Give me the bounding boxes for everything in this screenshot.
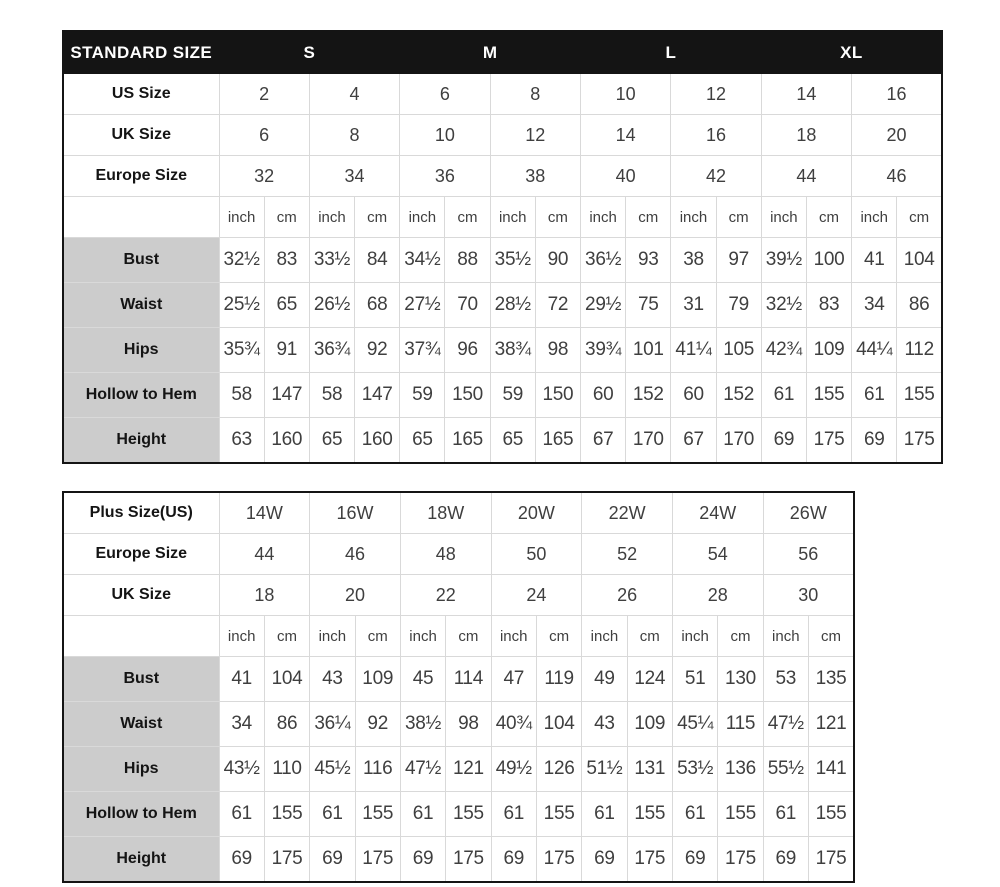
measure-value-cell: 47 xyxy=(491,657,536,702)
measure-value-cell: 63 xyxy=(219,418,264,464)
measure-value-cell: 68 xyxy=(355,283,400,328)
measure-row xyxy=(63,328,942,373)
size-value-cell: 56 xyxy=(763,534,854,575)
measure-value-cell: 51 xyxy=(672,657,717,702)
measure-value-cell: 155 xyxy=(264,792,309,837)
size-value-cell: 42 xyxy=(671,156,761,197)
row-label: Europe Size xyxy=(63,534,219,575)
size-row xyxy=(63,115,942,156)
unit-label-cell: inch xyxy=(490,197,535,238)
unit-label-cell: cm xyxy=(897,197,942,238)
unit-label-cell: inch xyxy=(852,197,897,238)
measure-value-cell: 83 xyxy=(264,238,309,283)
measure-value-cell: 59 xyxy=(490,373,535,418)
measure-value-cell: 32½ xyxy=(761,283,806,328)
measure-value-cell: 90 xyxy=(535,238,580,283)
row-label: Europe Size xyxy=(63,156,219,197)
measure-value-cell: 43 xyxy=(310,657,355,702)
measure-value-cell: 135 xyxy=(808,657,854,702)
unit-label-cell: inch xyxy=(491,616,536,657)
measure-value-cell: 155 xyxy=(446,792,491,837)
size-group-header: S xyxy=(219,31,400,74)
measure-value-cell: 32½ xyxy=(219,238,264,283)
row-label: Waist xyxy=(63,702,219,747)
measure-value-cell: 175 xyxy=(627,837,672,883)
row-label: Plus Size(US) xyxy=(63,492,219,534)
measure-value-cell: 36¼ xyxy=(310,702,355,747)
size-group-header: L xyxy=(581,31,762,74)
size-value-cell: 8 xyxy=(309,115,399,156)
measure-value-cell: 175 xyxy=(536,837,581,883)
measure-value-cell: 109 xyxy=(627,702,672,747)
size-value-cell: 2 xyxy=(219,74,309,115)
size-value-cell: 54 xyxy=(672,534,763,575)
measure-value-cell: 61 xyxy=(491,792,536,837)
measure-value-cell: 61 xyxy=(310,792,355,837)
measure-value-cell: 37¾ xyxy=(400,328,445,373)
measure-value-cell: 36¾ xyxy=(309,328,354,373)
size-value-cell: 16 xyxy=(671,115,761,156)
size-value-cell: 4 xyxy=(309,74,399,115)
measure-value-cell: 65 xyxy=(400,418,445,464)
unit-label-cell: cm xyxy=(626,197,671,238)
standard-size-table xyxy=(62,30,943,464)
measure-value-cell: 61 xyxy=(761,373,806,418)
size-value-cell: 48 xyxy=(400,534,491,575)
unit-label-cell: cm xyxy=(355,616,400,657)
measure-value-cell: 70 xyxy=(445,283,490,328)
measure-value-cell: 61 xyxy=(763,792,808,837)
size-value-cell: 12 xyxy=(490,115,580,156)
measure-value-cell: 47½ xyxy=(763,702,808,747)
size-value-cell: 44 xyxy=(219,534,310,575)
measure-value-cell: 160 xyxy=(264,418,309,464)
measure-value-cell: 45 xyxy=(400,657,445,702)
row-label: Bust xyxy=(63,238,219,283)
measure-value-cell: 121 xyxy=(808,702,854,747)
measure-value-cell: 60 xyxy=(671,373,716,418)
size-value-cell: 44 xyxy=(761,156,851,197)
measure-value-cell: 42¾ xyxy=(761,328,806,373)
measure-value-cell: 45¼ xyxy=(672,702,717,747)
measure-value-cell: 92 xyxy=(355,328,400,373)
size-row xyxy=(63,575,854,616)
measure-value-cell: 155 xyxy=(806,373,851,418)
unit-label-cell: inch xyxy=(581,197,626,238)
size-row xyxy=(63,74,942,115)
measure-value-cell: 33½ xyxy=(309,238,354,283)
measure-value-cell: 65 xyxy=(490,418,535,464)
measure-value-cell: 96 xyxy=(445,328,490,373)
measure-value-cell: 175 xyxy=(264,837,309,883)
measure-value-cell: 86 xyxy=(264,702,309,747)
measure-value-cell: 91 xyxy=(264,328,309,373)
measure-value-cell: 61 xyxy=(672,792,717,837)
size-value-cell: 24 xyxy=(491,575,582,616)
measure-value-cell: 67 xyxy=(581,418,626,464)
measure-value-cell: 170 xyxy=(716,418,761,464)
measure-value-cell: 121 xyxy=(446,747,491,792)
measure-value-cell: 45½ xyxy=(310,747,355,792)
measure-value-cell: 147 xyxy=(355,373,400,418)
measure-value-cell: 59 xyxy=(400,373,445,418)
measure-value-cell: 119 xyxy=(536,657,581,702)
measure-value-cell: 61 xyxy=(852,373,897,418)
measure-value-cell: 155 xyxy=(536,792,581,837)
size-value-cell: 32 xyxy=(219,156,309,197)
measure-value-cell: 61 xyxy=(400,792,445,837)
size-value-cell: 6 xyxy=(400,74,490,115)
measure-value-cell: 31 xyxy=(671,283,716,328)
measure-value-cell: 136 xyxy=(718,747,763,792)
measure-value-cell: 124 xyxy=(627,657,672,702)
size-row xyxy=(63,534,854,575)
measure-value-cell: 69 xyxy=(310,837,355,883)
measure-value-cell: 126 xyxy=(536,747,581,792)
measure-value-cell: 150 xyxy=(445,373,490,418)
measure-value-cell: 43½ xyxy=(219,747,264,792)
unit-label-cell: inch xyxy=(400,616,445,657)
size-value-cell: 28 xyxy=(672,575,763,616)
unit-label-cell: cm xyxy=(445,197,490,238)
measure-value-cell: 40¾ xyxy=(491,702,536,747)
measure-value-cell: 155 xyxy=(355,792,400,837)
unit-label-cell: cm xyxy=(446,616,491,657)
measure-value-cell: 28½ xyxy=(490,283,535,328)
measure-value-cell: 38 xyxy=(671,238,716,283)
measure-value-cell: 61 xyxy=(219,792,264,837)
size-value-cell: 34 xyxy=(309,156,399,197)
size-value-cell: 18 xyxy=(219,575,310,616)
measure-row xyxy=(63,418,942,464)
unit-label-cell: cm xyxy=(536,616,581,657)
unit-label-cell: inch xyxy=(400,197,445,238)
measure-value-cell: 116 xyxy=(355,747,400,792)
row-label: UK Size xyxy=(63,575,219,616)
size-value-cell: 22W xyxy=(582,492,673,534)
measure-value-cell: 34 xyxy=(852,283,897,328)
measure-value-cell: 53 xyxy=(763,657,808,702)
unit-row-spacer xyxy=(63,616,219,657)
measure-value-cell: 150 xyxy=(535,373,580,418)
measure-value-cell: 51½ xyxy=(582,747,627,792)
measure-value-cell: 36½ xyxy=(581,238,626,283)
measure-value-cell: 35½ xyxy=(490,238,535,283)
size-value-cell: 46 xyxy=(852,156,942,197)
measure-row xyxy=(63,373,942,418)
measure-value-cell: 39¾ xyxy=(581,328,626,373)
measure-value-cell: 44¼ xyxy=(852,328,897,373)
size-value-cell: 30 xyxy=(763,575,854,616)
measure-value-cell: 88 xyxy=(445,238,490,283)
measure-value-cell: 83 xyxy=(806,283,851,328)
size-value-cell: 38 xyxy=(490,156,580,197)
size-value-cell: 10 xyxy=(400,115,490,156)
measure-row xyxy=(63,837,854,883)
measure-value-cell: 112 xyxy=(897,328,942,373)
measure-value-cell: 65 xyxy=(309,418,354,464)
row-label: Bust xyxy=(63,657,219,702)
unit-label-cell: inch xyxy=(219,197,264,238)
measure-value-cell: 175 xyxy=(808,837,854,883)
row-label: UK Size xyxy=(63,115,219,156)
measure-value-cell: 175 xyxy=(897,418,942,464)
measure-value-cell: 43 xyxy=(582,702,627,747)
measure-value-cell: 84 xyxy=(355,238,400,283)
measure-value-cell: 155 xyxy=(718,792,763,837)
size-value-cell: 20 xyxy=(852,115,942,156)
measure-value-cell: 147 xyxy=(264,373,309,418)
measure-value-cell: 115 xyxy=(718,702,763,747)
unit-label-cell: inch xyxy=(582,616,627,657)
measure-value-cell: 69 xyxy=(761,418,806,464)
measure-value-cell: 41 xyxy=(852,238,897,283)
size-row xyxy=(63,156,942,197)
measure-value-cell: 65 xyxy=(264,283,309,328)
plus-size-table xyxy=(62,491,855,883)
measure-value-cell: 39½ xyxy=(761,238,806,283)
measure-value-cell: 101 xyxy=(626,328,671,373)
unit-label-cell: cm xyxy=(806,197,851,238)
measure-value-cell: 61 xyxy=(582,792,627,837)
measure-value-cell: 141 xyxy=(808,747,854,792)
unit-label-cell: cm xyxy=(535,197,580,238)
size-value-cell: 24W xyxy=(672,492,763,534)
unit-header-row xyxy=(63,616,854,657)
measure-value-cell: 69 xyxy=(763,837,808,883)
unit-label-cell: cm xyxy=(716,197,761,238)
measure-value-cell: 35¾ xyxy=(219,328,264,373)
size-row xyxy=(63,492,854,534)
unit-label-cell: cm xyxy=(627,616,672,657)
measure-value-cell: 49 xyxy=(582,657,627,702)
measure-row xyxy=(63,747,854,792)
measure-value-cell: 92 xyxy=(355,702,400,747)
size-value-cell: 14W xyxy=(219,492,310,534)
measure-value-cell: 53½ xyxy=(672,747,717,792)
measure-value-cell: 98 xyxy=(446,702,491,747)
measure-value-cell: 47½ xyxy=(400,747,445,792)
measure-row xyxy=(63,283,942,328)
measure-value-cell: 165 xyxy=(535,418,580,464)
size-value-cell: 26 xyxy=(582,575,673,616)
size-value-cell: 8 xyxy=(490,74,580,115)
unit-label-cell: cm xyxy=(808,616,854,657)
row-label: US Size xyxy=(63,74,219,115)
size-value-cell: 16 xyxy=(852,74,942,115)
measure-value-cell: 60 xyxy=(581,373,626,418)
table-header-row xyxy=(63,31,942,74)
measure-value-cell: 155 xyxy=(627,792,672,837)
measure-value-cell: 55½ xyxy=(763,747,808,792)
measure-value-cell: 58 xyxy=(309,373,354,418)
unit-label-cell: inch xyxy=(671,197,716,238)
measure-value-cell: 25½ xyxy=(219,283,264,328)
measure-row xyxy=(63,238,942,283)
measure-value-cell: 58 xyxy=(219,373,264,418)
size-value-cell: 16W xyxy=(310,492,401,534)
size-value-cell: 26W xyxy=(763,492,854,534)
unit-label-cell: cm xyxy=(355,197,400,238)
measure-value-cell: 69 xyxy=(400,837,445,883)
measure-row xyxy=(63,657,854,702)
measure-value-cell: 34 xyxy=(219,702,264,747)
measure-value-cell: 104 xyxy=(264,657,309,702)
measure-value-cell: 98 xyxy=(535,328,580,373)
size-value-cell: 20 xyxy=(310,575,401,616)
measure-value-cell: 38½ xyxy=(400,702,445,747)
measure-value-cell: 41 xyxy=(219,657,264,702)
measure-value-cell: 41¼ xyxy=(671,328,716,373)
measure-value-cell: 165 xyxy=(445,418,490,464)
measure-value-cell: 97 xyxy=(716,238,761,283)
row-label: Hollow to Hem xyxy=(63,792,219,837)
measure-value-cell: 155 xyxy=(808,792,854,837)
measure-value-cell: 67 xyxy=(671,418,716,464)
size-value-cell: 40 xyxy=(581,156,671,197)
measure-value-cell: 109 xyxy=(806,328,851,373)
measure-value-cell: 29½ xyxy=(581,283,626,328)
unit-label-cell: cm xyxy=(264,616,309,657)
unit-label-cell: inch xyxy=(309,197,354,238)
measure-value-cell: 175 xyxy=(446,837,491,883)
unit-label-cell: cm xyxy=(264,197,309,238)
table-title: STANDARD SIZE xyxy=(63,31,219,74)
row-label: Hips xyxy=(63,747,219,792)
row-label: Waist xyxy=(63,283,219,328)
measure-value-cell: 104 xyxy=(897,238,942,283)
size-group-header: M xyxy=(400,31,581,74)
row-label: Height xyxy=(63,837,219,883)
size-value-cell: 18W xyxy=(400,492,491,534)
measure-value-cell: 114 xyxy=(446,657,491,702)
measure-value-cell: 100 xyxy=(806,238,851,283)
size-value-cell: 46 xyxy=(310,534,401,575)
measure-value-cell: 72 xyxy=(535,283,580,328)
measure-value-cell: 69 xyxy=(582,837,627,883)
row-label: Hollow to Hem xyxy=(63,373,219,418)
measure-value-cell: 26½ xyxy=(309,283,354,328)
measure-value-cell: 69 xyxy=(672,837,717,883)
measure-value-cell: 79 xyxy=(716,283,761,328)
measure-value-cell: 93 xyxy=(626,238,671,283)
unit-header-row xyxy=(63,197,942,238)
unit-label-cell: inch xyxy=(672,616,717,657)
measure-value-cell: 27½ xyxy=(400,283,445,328)
size-value-cell: 6 xyxy=(219,115,309,156)
size-value-cell: 52 xyxy=(582,534,673,575)
measure-value-cell: 104 xyxy=(536,702,581,747)
measure-value-cell: 175 xyxy=(806,418,851,464)
unit-label-cell: inch xyxy=(763,616,808,657)
measure-value-cell: 160 xyxy=(355,418,400,464)
unit-label-cell: inch xyxy=(219,616,264,657)
measure-value-cell: 75 xyxy=(626,283,671,328)
size-value-cell: 10 xyxy=(581,74,671,115)
size-value-cell: 14 xyxy=(581,115,671,156)
size-value-cell: 22 xyxy=(400,575,491,616)
size-value-cell: 50 xyxy=(491,534,582,575)
measure-value-cell: 49½ xyxy=(491,747,536,792)
measure-value-cell: 175 xyxy=(355,837,400,883)
measure-value-cell: 110 xyxy=(264,747,309,792)
measure-value-cell: 175 xyxy=(718,837,763,883)
row-label: Height xyxy=(63,418,219,464)
unit-label-cell: inch xyxy=(761,197,806,238)
measure-value-cell: 69 xyxy=(491,837,536,883)
measure-value-cell: 109 xyxy=(355,657,400,702)
size-value-cell: 12 xyxy=(671,74,761,115)
measure-value-cell: 105 xyxy=(716,328,761,373)
measure-value-cell: 130 xyxy=(718,657,763,702)
size-value-cell: 18 xyxy=(761,115,851,156)
measure-value-cell: 155 xyxy=(897,373,942,418)
measure-value-cell: 38¾ xyxy=(490,328,535,373)
measure-value-cell: 152 xyxy=(626,373,671,418)
size-value-cell: 20W xyxy=(491,492,582,534)
measure-row xyxy=(63,702,854,747)
measure-value-cell: 34½ xyxy=(400,238,445,283)
unit-row-spacer xyxy=(63,197,219,238)
measure-value-cell: 86 xyxy=(897,283,942,328)
size-value-cell: 14 xyxy=(761,74,851,115)
unit-label-cell: cm xyxy=(718,616,763,657)
row-label: Hips xyxy=(63,328,219,373)
measure-value-cell: 152 xyxy=(716,373,761,418)
unit-label-cell: inch xyxy=(310,616,355,657)
measure-row xyxy=(63,792,854,837)
size-group-header: XL xyxy=(761,31,942,74)
measure-value-cell: 170 xyxy=(626,418,671,464)
measure-value-cell: 69 xyxy=(852,418,897,464)
size-value-cell: 36 xyxy=(400,156,490,197)
measure-value-cell: 131 xyxy=(627,747,672,792)
measure-value-cell: 69 xyxy=(219,837,264,883)
